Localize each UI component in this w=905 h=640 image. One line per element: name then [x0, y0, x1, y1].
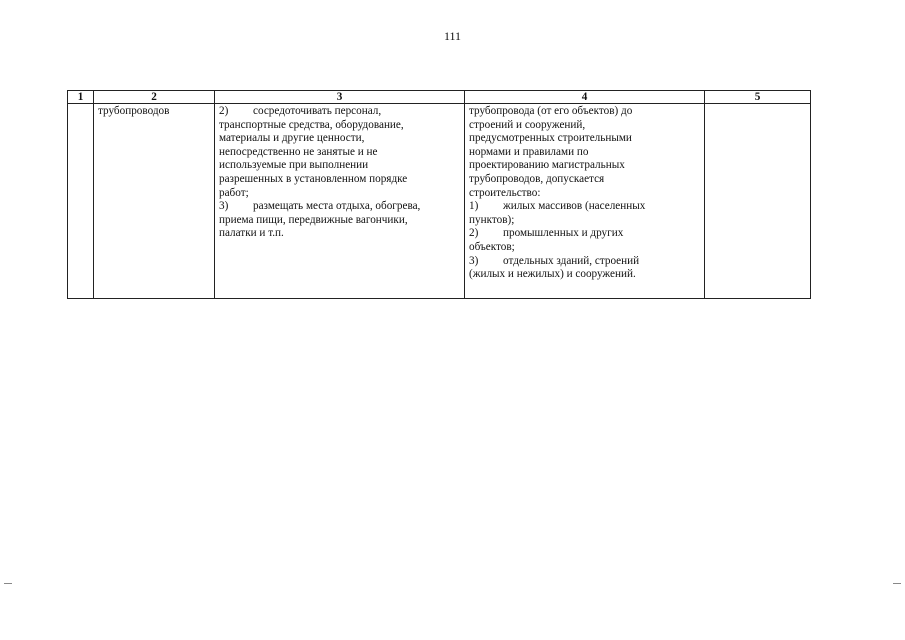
column-header-1: 1	[68, 91, 94, 104]
cell-col-1	[68, 104, 94, 299]
list-item	[469, 200, 701, 214]
list-number: 2)	[469, 227, 479, 240]
list-text: отдельных зданий, строений	[503, 254, 640, 267]
list-text: промышленных и других	[503, 227, 624, 240]
object-name: трубопроводов	[98, 105, 170, 117]
list-text-line: палатки и т.п.	[219, 227, 284, 240]
column-header-5: 5	[705, 91, 811, 104]
list-number: 3)	[469, 254, 479, 267]
text-line: проектированию магистральных	[469, 159, 625, 172]
table-row	[68, 104, 811, 299]
list-text: сосредоточивать персонал,	[253, 105, 382, 117]
list-text-line: транспортные средства, оборудование,	[219, 118, 404, 131]
column-header-2: 2	[94, 91, 215, 104]
text-line: строений и сооружений,	[469, 118, 586, 131]
list-item	[469, 227, 701, 241]
cell-col-5	[705, 104, 811, 299]
list-text-line: приема пищи, передвижные вагончики,	[219, 213, 408, 226]
list-text-line: непосредственно не занятые и не	[219, 145, 378, 158]
table-header-row	[68, 91, 811, 104]
list-number: 2)	[219, 105, 229, 117]
column-header-3: 3	[215, 91, 465, 104]
list-item	[219, 105, 461, 119]
scan-edge-mark-left	[4, 583, 12, 584]
list-item	[469, 255, 701, 269]
cell-col-4	[465, 104, 705, 299]
list-text-line: материалы и другие ценности,	[219, 132, 365, 145]
list-text: жилых массивов (населенных	[503, 200, 646, 213]
column-header-4: 4	[465, 91, 705, 104]
text-line: предусмотренных строительными	[469, 132, 632, 145]
text-line: трубопровода (от его объектов) до	[469, 105, 633, 117]
text-line: трубопроводов, допускается	[469, 172, 605, 185]
list-text-line: работ;	[219, 186, 249, 199]
list-text-line: объектов;	[469, 240, 515, 253]
list-text-line: используемые при выполнении	[219, 159, 369, 172]
list-number: 1)	[469, 200, 479, 213]
list-text-line: (жилых и нежилых) и сооружений.	[469, 268, 636, 281]
list-text-line: разрешенных в установленном порядке	[219, 172, 408, 185]
text-line: строительство:	[469, 186, 541, 199]
page-number: 111	[443, 29, 462, 43]
list-item	[219, 200, 461, 214]
text-line: нормами и правилами по	[469, 145, 589, 158]
list-number: 3)	[219, 200, 229, 213]
list-text-line: пунктов);	[469, 213, 515, 226]
list-text: размещать места отдыха, обогрева,	[253, 200, 421, 213]
cell-col-2	[94, 104, 215, 299]
regulation-table	[67, 90, 811, 299]
cell-col-3	[215, 104, 465, 299]
scan-edge-mark-right	[893, 583, 901, 584]
